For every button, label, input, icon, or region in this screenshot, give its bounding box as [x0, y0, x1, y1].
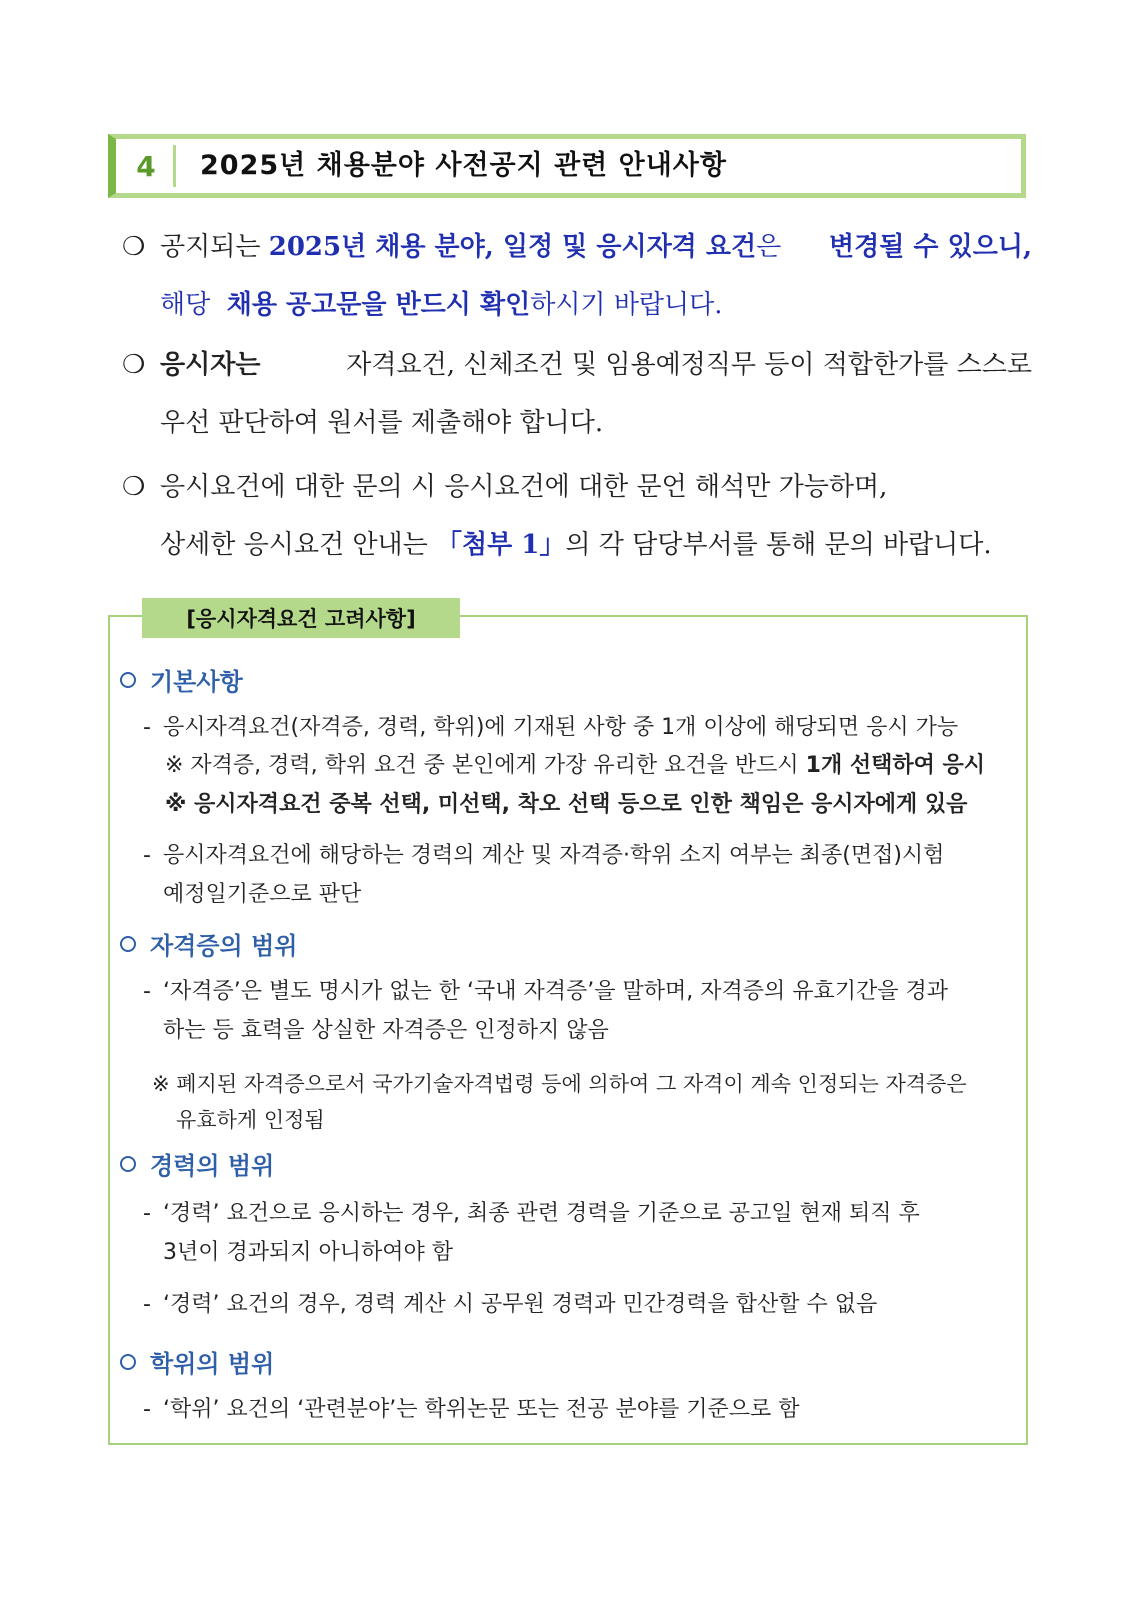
note-text: 유효하게 인정됨	[176, 1108, 325, 1132]
bullet-mark: ❍	[122, 232, 146, 262]
subheading-degree	[120, 1344, 274, 1379]
list-item	[143, 1194, 1023, 1272]
text: 은	[756, 232, 782, 262]
note-bold-text: 1개 선택하여 응시	[805, 753, 986, 778]
bullet-2-line-1	[160, 336, 1032, 394]
text: 해당	[160, 290, 211, 320]
notice-bullet-2	[122, 336, 1032, 452]
list-item	[143, 836, 1023, 914]
dash: -	[143, 1201, 151, 1226]
notice-bullet-1	[122, 218, 1032, 334]
dash: -	[143, 1292, 151, 1317]
item-text: 예정일기준으로 판단	[163, 882, 362, 907]
item-text: 응시자격요건에 해당하는 경력의 계산 및 자격증·학위 소지 여부는 최종(면접)시험	[163, 843, 945, 868]
subheading-text: 자격증의 범위	[150, 932, 298, 960]
subheading-text: 기본사항	[150, 668, 243, 696]
circle-icon	[120, 1354, 136, 1370]
item-text: ‘자격증’은 별도 명시가 없는 한 ‘국내 자격증’을 말하며, 자격증의 유효기간을 경과	[163, 979, 948, 1004]
attachment-ref: 「첨부 1」	[435, 530, 566, 560]
highlight-text: 변경될 수 있으니,	[829, 232, 1032, 262]
subheading-text: 학위의 범위	[150, 1350, 275, 1378]
subheading-basic	[120, 662, 243, 697]
item-text: 하는 등 효력을 상실한 자격증은 인정하지 않음	[163, 1018, 609, 1043]
bullet-3-line-1	[160, 458, 1032, 516]
dash: -	[143, 843, 151, 868]
text: 자격요건, 신체조건 및 임용예정직무 등이 적합한가를 스스로	[346, 350, 1032, 380]
list-item	[143, 1390, 1023, 1429]
bullet-2-line-2	[160, 394, 1032, 452]
bullet-1-line-2	[160, 276, 1032, 334]
section-title: 2025년 채용분야 사전공지 관련 안내사항	[200, 150, 727, 181]
list-item	[143, 972, 1023, 1050]
list-item	[143, 1285, 1023, 1324]
bullet-1-line-1	[160, 218, 1032, 276]
item-text: 3년이 경과되지 아니하여야 함	[163, 1240, 454, 1265]
note-text: ※ 폐지된 자격증으로서 국가기술자격법령 등에 의하여 그 자격이 계속 인정되는 자격증은	[152, 1072, 967, 1096]
subheading-career	[120, 1146, 274, 1181]
note-block	[152, 1066, 1023, 1138]
section-header	[108, 134, 1026, 198]
text: 의 각 담당부서를 통해 문의 바랍니다.	[565, 530, 992, 560]
highlight-text: 채용 공고문을 반드시 확인	[226, 290, 531, 320]
dash: -	[143, 715, 151, 740]
item-text: ‘학위’ 요건의 ‘관련분야’는 학위논문 또는 전공 분야를 기준으로 함	[163, 1397, 800, 1422]
item-text: ‘경력’ 요건으로 응시하는 경우, 최종 관련 경력을 기준으로 공고일 현재 퇴직 후	[163, 1201, 920, 1226]
item-text: ‘경력’ 요건의 경우, 경력 계산 시 공무원 경력과 민간경력을 합산할 수 없음	[163, 1292, 878, 1317]
text: 응시요건에 대한 문의 시 응시요건에 대한 문언 해석만 가능하며,	[160, 472, 888, 502]
text: 상세한 응시요건 안내는	[160, 530, 428, 560]
circle-icon	[120, 936, 136, 952]
text: 공지되는	[160, 232, 261, 262]
note-line	[165, 746, 1023, 785]
bullet-mark: ❍	[122, 472, 146, 502]
subheading-text: 경력의 범위	[150, 1152, 275, 1180]
list-item	[143, 708, 1023, 747]
bullet-mark: ❍	[122, 350, 146, 380]
section-number: 4	[116, 139, 176, 193]
notice-bullet-3	[122, 458, 1032, 574]
circle-icon	[120, 1156, 136, 1172]
dash: -	[143, 1397, 151, 1422]
circle-icon	[120, 672, 136, 688]
subheading-certificate	[120, 926, 297, 961]
text: 우선 판단하여 원서를 제출해야 합니다.	[160, 408, 604, 438]
highlight-text: 2025년 채용 분야, 일정 및 응시자격 요건	[268, 232, 757, 262]
bold-text: 응시자는	[160, 350, 261, 380]
note-text: ※ 자격증, 경력, 학위 요건 중 본인에게 가장 유리한 요건을 반드시	[165, 753, 799, 778]
requirements-box-title: [응시자격요건 고려사항]	[142, 598, 460, 638]
dash: -	[143, 979, 151, 1004]
note-line: ※ 응시자격요건 중복 선택, 미선택, 착오 선택 등으로 인한 책임은 응시자에게 있음	[165, 792, 968, 817]
bullet-3-line-2	[160, 516, 1032, 574]
text: 하시기 바랍니다.	[530, 290, 723, 320]
item-text: 응시자격요건(자격증, 경력, 학위)에 기재된 사항 중 1개 이상에 해당되면 응시 가능	[163, 715, 959, 740]
